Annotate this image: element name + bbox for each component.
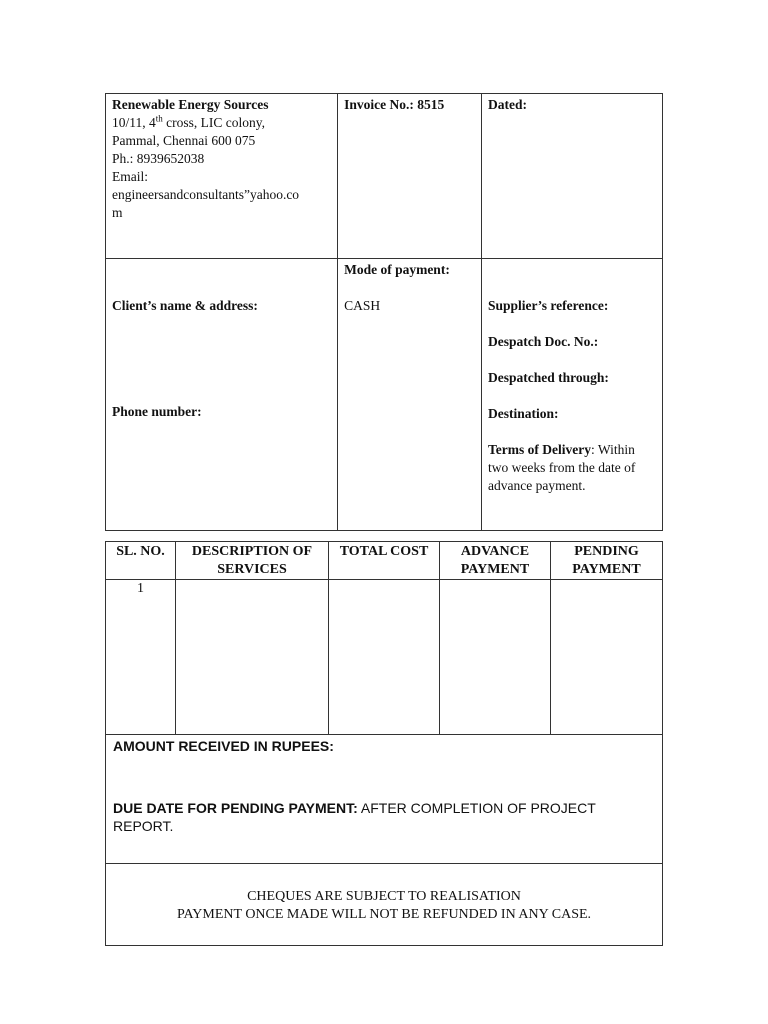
supplier-address-line1: 10/11, 4th cross, LIC colony, bbox=[112, 113, 265, 130]
dated-label: Dated: bbox=[488, 97, 527, 112]
invoice-number-cell bbox=[338, 94, 482, 259]
payment-mode-value: CASH bbox=[344, 298, 381, 313]
table-row bbox=[106, 580, 663, 735]
due-date-line: DUE DATE FOR PENDING PAYMENT: AFTER COMPLETION OF PROJECT REPORT. bbox=[113, 800, 596, 834]
destination-label: Destination: bbox=[488, 406, 559, 421]
amount-received-label: AMOUNT RECEIVED IN RUPEES: bbox=[113, 738, 334, 754]
supplier-reference-label: Supplier’s reference: bbox=[488, 298, 609, 313]
supplier-details-cell bbox=[106, 94, 338, 259]
header-sl-no: SL. NO. bbox=[106, 542, 176, 580]
footer-cell bbox=[106, 864, 663, 946]
cell-advance bbox=[440, 580, 551, 735]
cell-description bbox=[176, 580, 329, 735]
amount-row bbox=[106, 735, 663, 864]
client-name-label: Client’s name & address: bbox=[112, 298, 258, 313]
header-pending-payment: PENDING PAYMENT bbox=[551, 542, 663, 580]
payment-mode-label: Mode of payment: bbox=[344, 262, 450, 277]
despatch-doc-label: Despatch Doc. No.: bbox=[488, 334, 599, 349]
supplier-phone: Ph.: 8939652038 bbox=[112, 151, 205, 166]
cell-pending bbox=[551, 580, 663, 735]
dated-cell bbox=[482, 94, 663, 259]
items-header-row bbox=[106, 542, 663, 580]
supplier-address-line2: Pammal, Chennai 600 075 bbox=[112, 133, 256, 148]
items-table bbox=[105, 541, 663, 946]
despatched-through-label: Despatched through: bbox=[488, 370, 609, 385]
payment-mode-cell bbox=[338, 259, 482, 531]
footer-row bbox=[106, 864, 663, 946]
supplier-email-line2: m bbox=[112, 205, 123, 220]
header-advance-payment: ADVANCE PAYMENT bbox=[440, 542, 551, 580]
client-cell bbox=[106, 259, 338, 531]
footer-note-cheques: CHEQUES ARE SUBJECT TO REALISATION bbox=[247, 889, 521, 904]
amount-cell bbox=[106, 735, 663, 864]
cell-total-cost bbox=[329, 580, 440, 735]
invoice-number: Invoice No.: 8515 bbox=[344, 97, 445, 112]
header-total-cost: TOTAL COST bbox=[329, 542, 440, 580]
supplier-name: Renewable Energy Sources bbox=[112, 97, 269, 112]
header-description: DESCRIPTION OF SERVICES bbox=[176, 542, 329, 580]
client-phone-label: Phone number: bbox=[112, 404, 202, 419]
terms-of-delivery: Terms of Delivery: Within two weeks from the date of advance payment. bbox=[488, 442, 636, 493]
invoice-header-table bbox=[105, 93, 663, 531]
cell-sl-no: 1 bbox=[106, 580, 176, 735]
supplier-email-line1: engineersandconsultants”yahoo.co bbox=[112, 187, 300, 202]
delivery-details-cell bbox=[482, 259, 663, 531]
footer-note-refund: PAYMENT ONCE MADE WILL NOT BE REFUNDED IN ANY CASE. bbox=[176, 907, 592, 922]
supplier-email-label: Email: bbox=[112, 169, 148, 184]
